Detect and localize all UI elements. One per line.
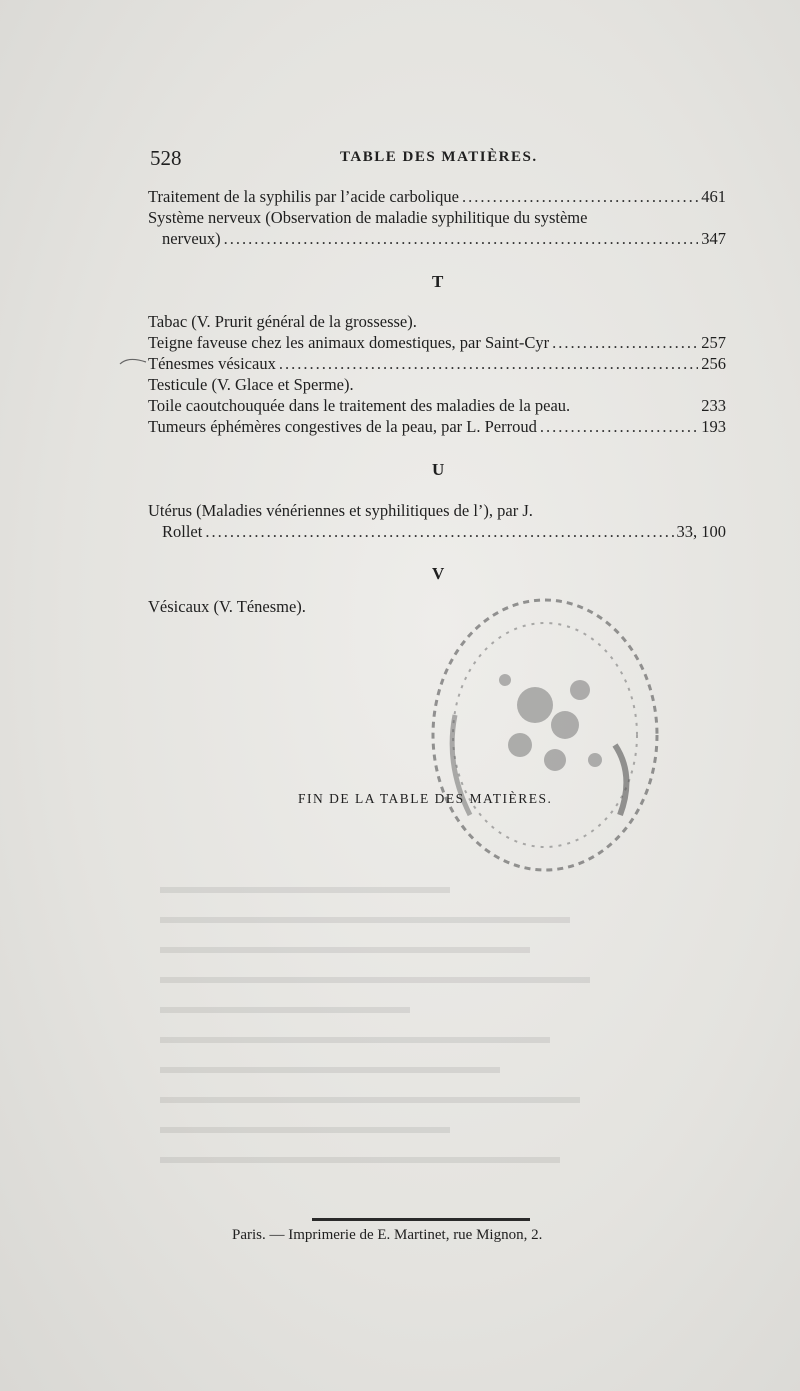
entry-text: Utérus (Maladies vénériennes et syphilitiques de l’), par J. bbox=[148, 501, 533, 520]
dot-leader bbox=[552, 332, 698, 353]
entry-page: 256 bbox=[701, 354, 726, 373]
entry-text: Tabac (V. Prurit général de la grossesse). bbox=[148, 312, 417, 331]
section-letter-u: U bbox=[432, 460, 445, 479]
entry-text-continued: nerveux) bbox=[162, 229, 221, 248]
running-title: TABLE DES MATIÈRES. bbox=[340, 149, 538, 165]
index-entry bbox=[148, 207, 726, 249]
index-entry bbox=[148, 311, 726, 332]
entry-page: 33, 100 bbox=[676, 522, 726, 541]
margin-pencil-mark bbox=[118, 350, 148, 370]
index-entry bbox=[148, 186, 726, 207]
entry-text: Ténesmes vésicaux bbox=[148, 354, 276, 373]
end-of-table-note: FIN DE LA TABLE DES MATIÈRES. bbox=[298, 791, 553, 806]
entry-text: Traitement de la syphilis par l’acide carbolique bbox=[148, 187, 459, 206]
section-letter-v: V bbox=[432, 564, 445, 583]
entry-page: 461 bbox=[701, 187, 726, 206]
entry-page: 257 bbox=[701, 333, 726, 352]
index-entry bbox=[148, 416, 726, 437]
page-number: 528 bbox=[150, 146, 182, 170]
dot-leader bbox=[540, 416, 698, 437]
entry-text: Toile caoutchouquée dans le traitement des maladies de la peau. bbox=[148, 396, 571, 415]
bleed-through-text bbox=[150, 880, 630, 1180]
dot-leader bbox=[224, 228, 699, 249]
footer-rule bbox=[312, 1218, 530, 1221]
entry-page: 347 bbox=[701, 229, 726, 248]
entry-page: 193 bbox=[701, 417, 726, 436]
index-entry bbox=[148, 395, 726, 416]
printer-imprint: Paris. — Imprimerie de E. Martinet, rue Mignon, 2. bbox=[232, 1227, 543, 1243]
entry-text: Système nerveux (Observation de maladie syphilitique du système bbox=[148, 208, 588, 227]
index-entry bbox=[148, 353, 726, 374]
entry-page: 233 bbox=[701, 396, 726, 415]
entry-text: Testicule (V. Glace et Sperme). bbox=[148, 375, 354, 394]
page-header bbox=[150, 146, 736, 170]
section-letter-t: T bbox=[432, 272, 444, 291]
entry-text-continued: Rollet bbox=[162, 522, 203, 541]
index-entry bbox=[148, 500, 726, 542]
entry-text: Teigne faveuse chez les animaux domestiques, par Saint-Cyr bbox=[148, 333, 550, 352]
index-entry bbox=[148, 374, 726, 395]
entry-text: Tumeurs éphémères congestives de la peau, par L. Perroud bbox=[148, 417, 537, 436]
dot-leader bbox=[279, 353, 698, 374]
index-entry bbox=[148, 332, 726, 353]
dot-leader bbox=[205, 521, 673, 542]
dot-leader bbox=[462, 186, 698, 207]
library-stamp bbox=[415, 585, 675, 885]
entry-text: Vésicaux (V. Ténesme). bbox=[148, 597, 306, 616]
